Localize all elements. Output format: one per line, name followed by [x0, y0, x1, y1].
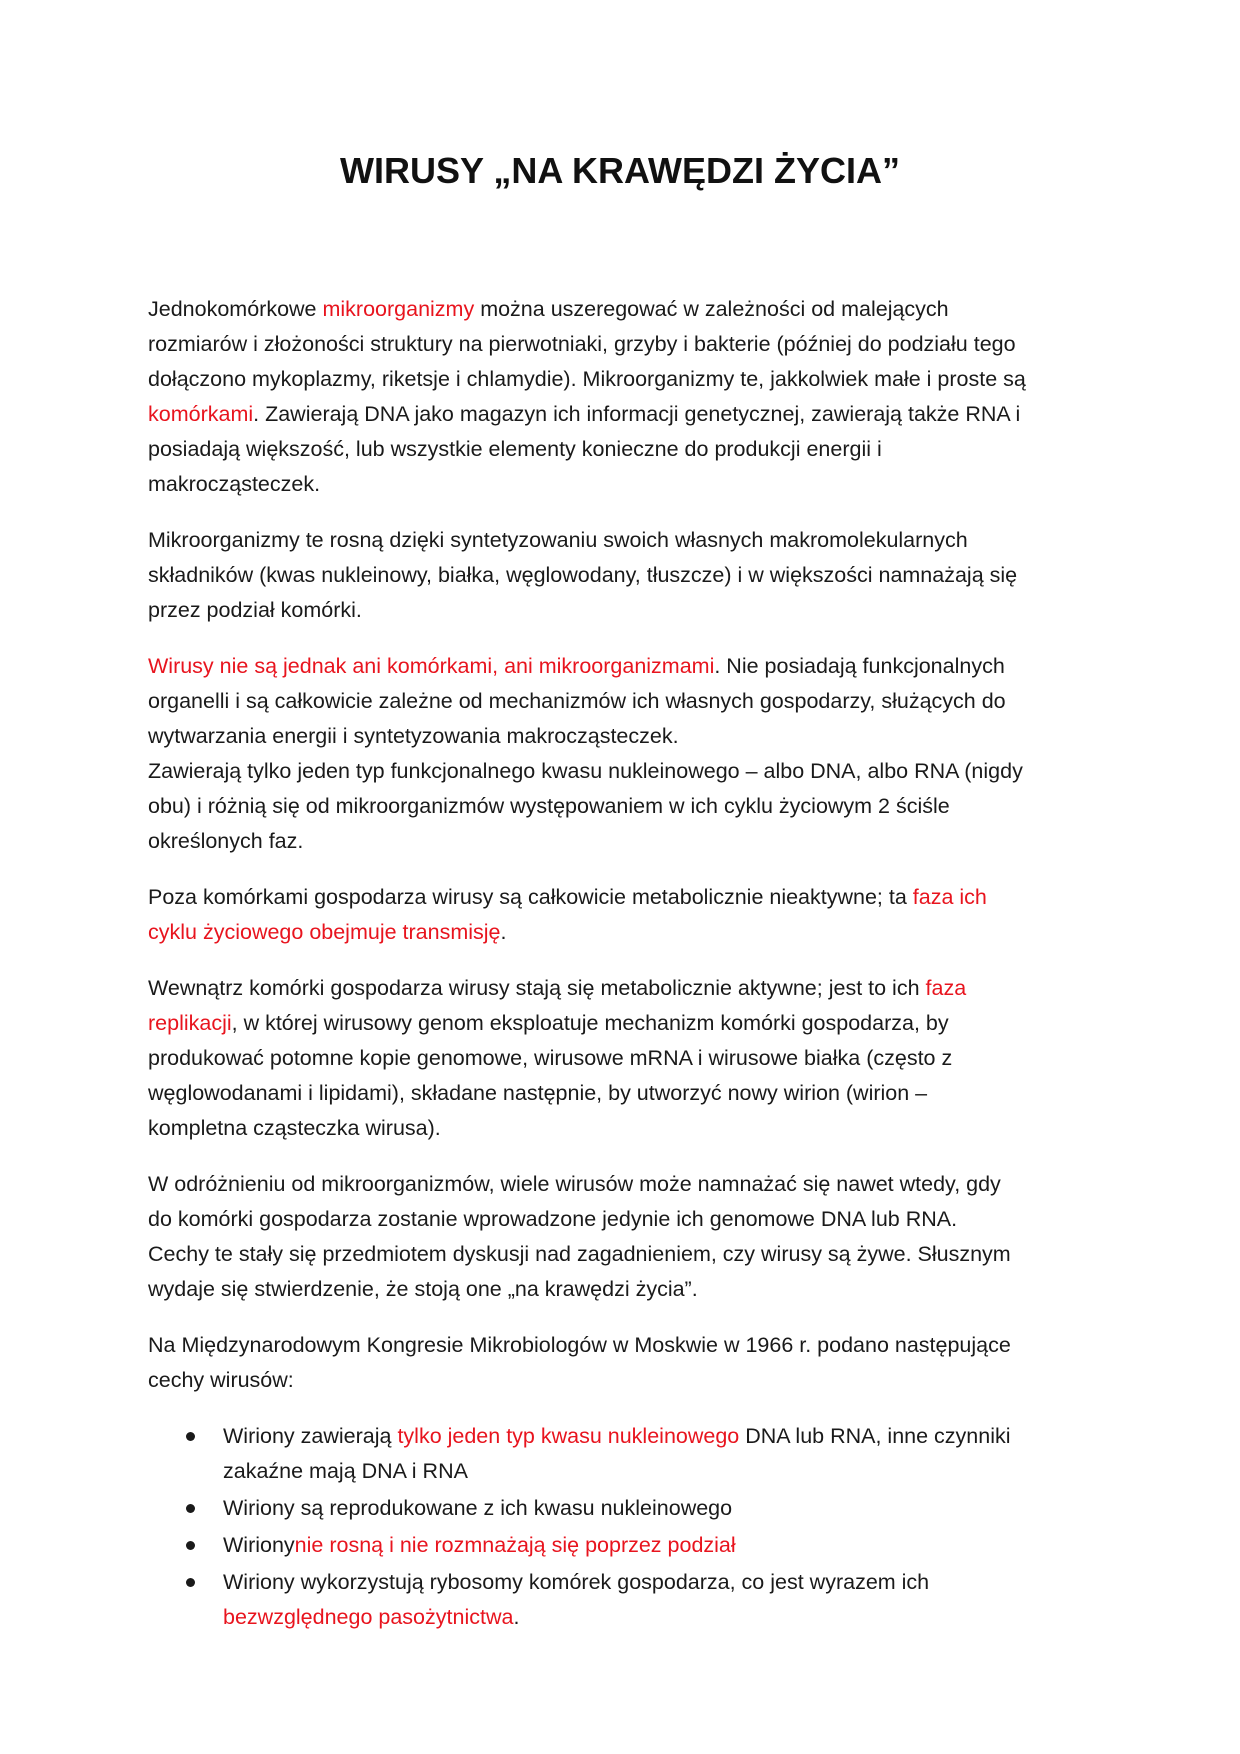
- highlighted-term: komórkami: [148, 402, 254, 426]
- highlighted-term: cyklu życiowego obejmuje transmisję: [148, 920, 501, 944]
- text-line: [148, 397, 1098, 432]
- text-line: [148, 684, 1098, 719]
- text-run: kompletna cząsteczka wirusa).: [148, 1116, 441, 1140]
- highlighted-term: mikroorganizmy: [322, 297, 475, 321]
- text-run: wydaje się stwierdzenie, że stoją one „na krawędzi życia”.: [148, 1277, 698, 1301]
- text-line: [148, 789, 1098, 824]
- text-run: Jednokomórkowe: [148, 297, 323, 321]
- text-line: [148, 971, 1098, 1006]
- text-run: Wiriony są reprodukowane z ich kwasu nukleinowego: [223, 1496, 733, 1520]
- highlighted-term: Wirusy nie są jednak ani komórkami, ani mikroorganizmami: [148, 654, 715, 678]
- text-line: [223, 1454, 1098, 1489]
- text-line: [148, 915, 1098, 950]
- bullet-item-2: [148, 1491, 1098, 1526]
- text-run: obu) i różnią się od mikroorganizmów występowaniem w ich cyklu życiowym 2 ściśle: [148, 794, 950, 818]
- text-run: produkować potomne kopie genomowe, wirusowe mRNA i wirusowe białka (często z: [148, 1046, 953, 1070]
- text-run: . Zawierają DNA jako magazyn ich informacji genetycznej, zawierają także RNA i: [253, 402, 1021, 426]
- text-line: [223, 1491, 1098, 1526]
- text-run: do komórki gospodarza zostanie wprowadzone jedynie ich genomowe DNA lub RNA.: [148, 1207, 958, 1231]
- text-run: składników (kwas nukleinowy, białka, węglowodany, tłuszcze) i w większości namnażają się: [148, 563, 1018, 587]
- highlighted-term: faza ich: [912, 885, 987, 909]
- text-run: Poza komórkami gospodarza wirusy są całkowicie metabolicznie nieaktywne; ta: [148, 885, 913, 909]
- paragraphs-container: [148, 292, 1098, 1398]
- text-run: .: [513, 1605, 520, 1629]
- text-run: dołączono mykoplazmy, riketsje i chlamydie). Mikroorganizmy te, jakkolwiek małe i proste są: [148, 367, 1026, 391]
- highlighted-term: replikacji: [148, 1011, 232, 1035]
- text-run: przez podział komórki.: [148, 598, 362, 622]
- text-run: Wiriony zawierają: [223, 1424, 398, 1448]
- text-line: [223, 1528, 1098, 1563]
- bullet-item-1: [148, 1419, 1098, 1489]
- text-run: posiadają większość, lub wszystkie elementy konieczne do produkcji energii i: [148, 437, 882, 461]
- features-bullet-list: [148, 1419, 1098, 1635]
- text-run: Na Międzynarodowym Kongresie Mikrobiologów w Moskwie w 1966 r. podano następujące: [148, 1333, 1011, 1357]
- text-run: organelli i są całkowicie zależne od mechanizmów ich własnych gospodarzy, służących do: [148, 689, 1006, 713]
- text-line: [148, 1272, 1098, 1307]
- text-run: . Nie posiadają funkcjonalnych: [714, 654, 1005, 678]
- paragraph-7: [148, 1328, 1098, 1398]
- text-line: [148, 327, 1098, 362]
- text-line: [148, 1006, 1098, 1041]
- bullet-item-3: [148, 1528, 1098, 1563]
- text-line: [148, 362, 1098, 397]
- text-run: cechy wirusów:: [148, 1368, 294, 1392]
- text-run: makrocząsteczek.: [148, 472, 321, 496]
- text-run: węglowodanami i lipidami), składane następnie, by utworzyć nowy wirion (wirion –: [148, 1081, 928, 1105]
- document-body: [148, 292, 1098, 1637]
- paragraph-1: [148, 292, 1098, 502]
- text-run: Wiriony: [223, 1533, 295, 1557]
- highlighted-term: nie rosną i nie rozmnażają się poprzez podział: [294, 1533, 736, 1557]
- text-line: [148, 558, 1098, 593]
- highlighted-term: bezwzględnego pasożytnictwa: [223, 1605, 514, 1629]
- paragraph-4: [148, 880, 1098, 950]
- bullet-dot-icon: [186, 1432, 195, 1441]
- text-run: Mikroorganizmy te rosną dzięki syntetyzowaniu swoich własnych makromolekularnych: [148, 528, 968, 552]
- text-run: Wiriony wykorzystują rybosomy komórek gospodarza, co jest wyrazem ich: [223, 1570, 930, 1594]
- text-line: [223, 1600, 1098, 1635]
- document-title: WIRUSY „NA KRAWĘDZI ŻYCIA”: [339, 150, 900, 191]
- text-run: zakaźne mają DNA i RNA: [223, 1459, 468, 1483]
- text-line: [223, 1565, 1098, 1600]
- text-line: [148, 1076, 1098, 1111]
- text-line: [148, 1167, 1098, 1202]
- paragraph-3: [148, 649, 1098, 859]
- bullet-dot-icon: [186, 1541, 195, 1550]
- bullet-item-4: [148, 1565, 1098, 1635]
- text-run: , w której wirusowy genom eksploatuje mechanizm komórki gospodarza, by: [231, 1011, 949, 1035]
- text-run: Zawierają tylko jeden typ funkcjonalnego kwasu nukleinowego – albo DNA, albo RNA (nigdy: [148, 759, 1023, 783]
- paragraph-5: [148, 971, 1098, 1146]
- text-line: [148, 1202, 1098, 1237]
- highlighted-term: faza: [925, 976, 967, 1000]
- text-run: W odróżnieniu od mikroorganizmów, wiele wirusów może namnażać się nawet wtedy, gdy: [148, 1172, 1001, 1196]
- text-line: [223, 1419, 1098, 1454]
- text-line: [148, 824, 1098, 859]
- text-line: [148, 1111, 1098, 1146]
- text-line: [148, 467, 1098, 502]
- text-line: [148, 523, 1098, 558]
- highlighted-term: tylko jeden typ kwasu nukleinowego: [397, 1424, 740, 1448]
- text-line: [148, 432, 1098, 467]
- text-line: [148, 719, 1098, 754]
- text-run: określonych faz.: [148, 829, 304, 853]
- text-line: [148, 1363, 1098, 1398]
- text-run: można uszeregować w zależności od malejących: [474, 297, 949, 321]
- text-run: Wewnątrz komórki gospodarza wirusy stają się metabolicznie aktywne; jest to ich: [148, 976, 926, 1000]
- text-line: [148, 649, 1098, 684]
- bullet-dot-icon: [186, 1504, 195, 1513]
- paragraph-6: [148, 1167, 1098, 1307]
- text-run: Cechy te stały się przedmiotem dyskusji nad zagadnieniem, czy wirusy są żywe. Słusznym: [148, 1242, 1011, 1266]
- text-line: [148, 1041, 1098, 1076]
- text-run: DNA lub RNA, inne czynniki: [739, 1424, 1011, 1448]
- text-line: [148, 292, 1098, 327]
- text-line: [148, 1237, 1098, 1272]
- text-run: .: [500, 920, 507, 944]
- text-run: rozmiarów i złożoności struktury na pierwotniaki, grzyby i bakterie (później do podziału tego: [148, 332, 1016, 356]
- text-line: [148, 593, 1098, 628]
- text-line: [148, 754, 1098, 789]
- text-run: wytwarzania energii i syntetyzowania makrocząsteczek.: [148, 724, 679, 748]
- text-line: [148, 1328, 1098, 1363]
- bullet-dot-icon: [186, 1578, 195, 1587]
- text-line: [148, 880, 1098, 915]
- paragraph-2: [148, 523, 1098, 628]
